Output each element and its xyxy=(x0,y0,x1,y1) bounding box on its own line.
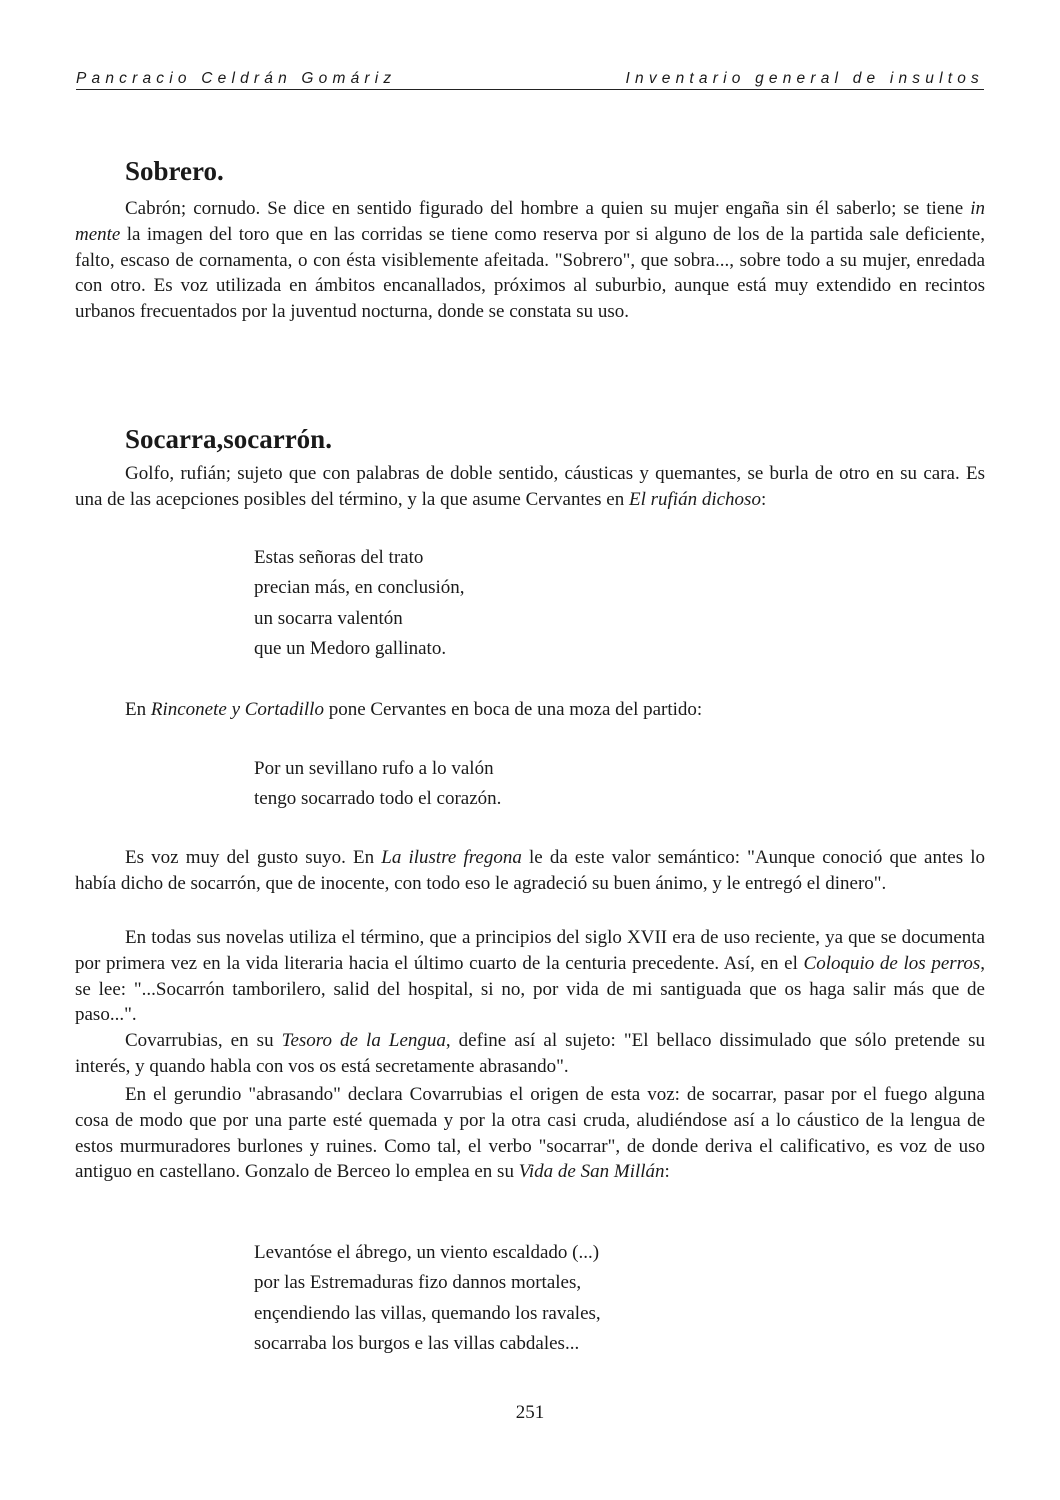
verse-line: precian más, en conclusión, xyxy=(254,577,465,599)
verse-line: Estas señoras del trato xyxy=(254,547,424,568)
verse-line: Levantóse el ábrego, un viento escaldado (...) xyxy=(254,1242,600,1263)
paragraph-socarra-1: Golfo, rufián; sujeto que con palabras de doble sentido, cáusticas y quemantes, se burla de otro en su cara. Es una de las acepciones posibles del término, y la que asume Cervantes en El rufián dichoso: xyxy=(75,463,985,510)
verse-line: tengo socarrado todo el corazón. xyxy=(254,788,502,810)
entry-heading-sobrero: Sobrero. xyxy=(125,156,224,186)
header-author: Pancracio Celdrán Gomáriz xyxy=(76,70,397,87)
paragraph-sobrero: Cabrón; cornudo. Se dice en sentido figurado del hombre a quien su mujer engaña sin él saberlo; se tiene in mente la imagen del toro que en las corridas se tiene como reserva por si alguno de los de la partida sale deficiente, falto, escaso de cornamenta, o con ésta visiblemente afeitada. "Sobrero", que sobra..., sobre todo a su mujer, enredada con otro. Es voz utilizada en ámbitos encanallados, próximos al suburbio, aunque está muy extendido en recintos urbanos frecuentados por la juventud nocturna, donde se constata su uso. xyxy=(75,198,985,323)
verse-line: socarraba los burgos e las villas cabdales... xyxy=(254,1332,580,1354)
verse-line: que un Medoro gallinato. xyxy=(254,637,447,659)
verse-quote-2 xyxy=(254,754,501,815)
verse-quote-3 xyxy=(254,1238,601,1359)
verse-line: un socarra valentón xyxy=(254,607,403,629)
paragraph-socarra-5: Covarrubias, en su Tesoro de la Lengua, define así al sujeto: "El bellaco dissimulado que sólo pretende su interés, y quando habla con vos os está secretamente abrasando". xyxy=(75,1030,985,1077)
verse-line: por las Estremaduras fizo dannos mortales, xyxy=(254,1272,582,1294)
paragraph-socarra-6: En el gerundio "abrasando" declara Covarrubias el origen de esta voz: de socarrar, pasar por el fuego alguna cosa de modo que por una parte esté quemada y por la otra casi cruda, aludiéndose así a lo cáustico de la lengua de estos murmuradores burlones y ruines. Como tal, el verbo "socarrar", de donde deriva el calificativo, es voz de uso antiguo en castellano. Gonzalo de Berceo lo emplea en su Vida de San Millán: xyxy=(75,1084,985,1183)
paragraph-socarra-2: En Rinconete y Cortadillo pone Cervantes en boca de una moza del partido: xyxy=(125,699,703,720)
running-header xyxy=(76,68,984,90)
header-book-title: Inventario general de insultos xyxy=(625,70,984,87)
verse-quote-1 xyxy=(254,543,465,664)
paragraph-socarra-4: En todas sus novelas utiliza el término, que a principios del siglo XVII era de uso reciente, ya que se documenta por primera vez en la vida literaria hacia el último cuarto de la centuria precedente. Así, en el Coloquio de los perros, se lee: "...Socarrón tamborilero, salid del hospital, si no, por vida de mi santiguada que os haga salir más que de paso...". xyxy=(75,927,986,1026)
verse-line: Por un sevillano rufo a lo valón xyxy=(254,758,494,779)
paragraph-socarra-3: Es voz muy del gusto suyo. En La ilustre fregona le da este valor semántico: "Aunque conoció que antes lo había dicho de socarrón, que de inocente, con todo eso le agradeció su buen ánimo, y le entregó el dinero". xyxy=(75,847,985,894)
entry-heading-socarra: Socarra,socarrón. xyxy=(125,424,332,454)
verse-line: ençendiendo las villas, quemando los ravales, xyxy=(254,1302,601,1324)
page-number: 251 xyxy=(515,1402,545,1423)
